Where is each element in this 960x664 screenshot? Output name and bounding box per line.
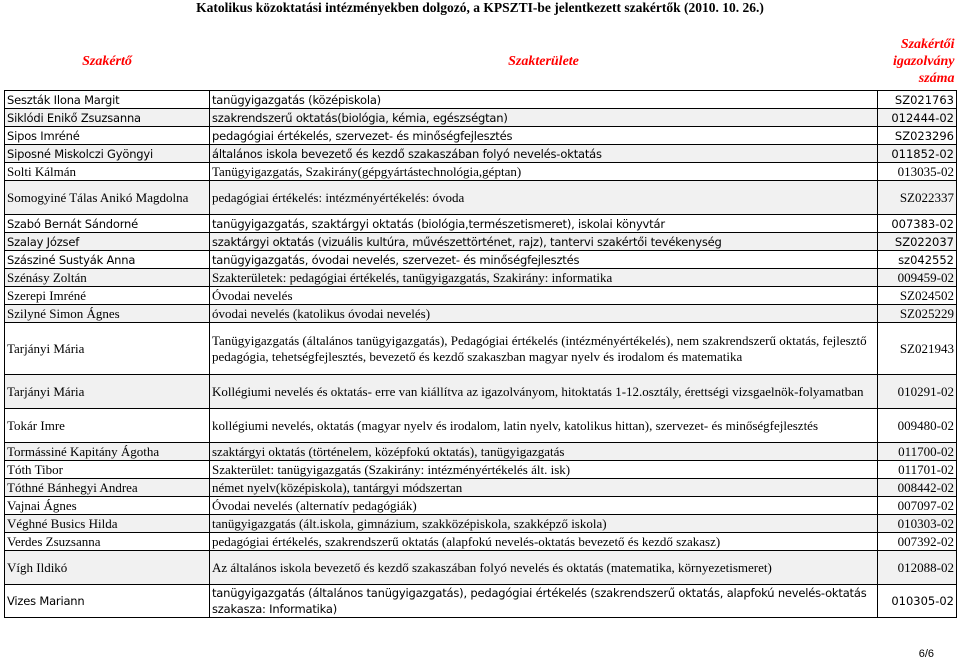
field-cell: szaktárgyi oktatás (történelem, középfokú oktatás), tanügyigazgatás	[210, 443, 878, 461]
table-row	[5, 127, 957, 145]
experts-table	[4, 32, 957, 618]
expert-name-cell: Siklódi Enikő Zsuzsanna	[5, 109, 210, 127]
field-cell: Tanügyigazgatás (általános tanügyigazgatás), Pedagógiai értékelés (intézményértékelés), nem szakrendszerű oktatás, fejlesztő pedagógia, tehetségfejlesztés, bevezető és kezdő szakaszban magyar nyelv és irodalom és matematika	[210, 323, 878, 375]
field-cell: pedagógiai értékelés, szakrendszerű oktatás (alapfokú nevelés-oktatás bevezető és kezdő szakasz)	[210, 533, 878, 551]
card-number-cell: 010291-02	[878, 375, 957, 409]
field-cell: általános iskola bevezető és kezdő szakaszában folyó nevelés-oktatás	[210, 145, 878, 163]
field-cell: Szakterület: tanügyigazgatás (Szakirány: intézményértékelés ált. isk)	[210, 461, 878, 479]
card-number-cell: SZ025229	[878, 305, 957, 323]
expert-name-cell: Szásziné Sustyák Anna	[5, 251, 210, 269]
table-row	[5, 145, 957, 163]
table-row	[5, 443, 957, 461]
table-row	[5, 409, 957, 443]
card-number-cell: 007392-02	[878, 533, 957, 551]
card-number-cell: 011701-02	[878, 461, 957, 479]
field-cell: tanügyigazgatás, óvodai nevelés, szervezet- és minőségfejlesztés	[210, 251, 878, 269]
expert-name-cell: Szerepi Imréné	[5, 287, 210, 305]
card-number-cell: 009480-02	[878, 409, 957, 443]
card-number-cell: SZ022037	[878, 233, 957, 251]
expert-name-cell: Vajnai Ágnes	[5, 497, 210, 515]
expert-name-cell: Sipos Imréné	[5, 127, 210, 145]
field-cell: Óvodai nevelés (alternatív pedagógiák)	[210, 497, 878, 515]
field-cell: tanügyigazgatás, szaktárgyi oktatás (biológia,természetismeret), iskolai könyvtár	[210, 215, 878, 233]
table-row	[5, 287, 957, 305]
card-number-cell: SZ022337	[878, 181, 957, 215]
header-card-number: Szakértői igazolvány száma	[893, 36, 955, 86]
field-cell: Kollégiumi nevelés és oktatás- erre van kiállítva az igazolványom, hitoktatás 1-12.osztály, érettségi vizsgaelnök-folyamatban	[210, 375, 878, 409]
expert-name-cell: Siposné Miskolczi Gyöngyi	[5, 145, 210, 163]
expert-name-cell: Vizes Mariann	[5, 585, 210, 618]
expert-name-cell: Verdes Zsuzsanna	[5, 533, 210, 551]
table-header-row	[5, 32, 957, 91]
table-row	[5, 461, 957, 479]
field-cell: tanügyigazgatás (általános tanügyigazgatás), pedagógiai értékelés (szakrendszerű oktatás, alapfokú nevelés-oktatás szakasza: Informatika)	[210, 585, 878, 618]
expert-name-cell: Tarjányi Mária	[5, 323, 210, 375]
card-number-cell: 012088-02	[878, 551, 957, 585]
expert-name-cell: Véghné Busics Hilda	[5, 515, 210, 533]
card-number-cell: SZ023296	[878, 127, 957, 145]
table-row	[5, 323, 957, 375]
expert-name-cell: Tormássiné Kapitány Ágotha	[5, 443, 210, 461]
expert-name-cell: Szénásy Zoltán	[5, 269, 210, 287]
card-number-cell: SZ021763	[878, 91, 957, 109]
card-number-cell: SZ024502	[878, 287, 957, 305]
expert-name-cell: Seszták Ilona Margit	[5, 91, 210, 109]
card-number-cell: sz042552	[878, 251, 957, 269]
field-cell: tanügyigazgatás (középiskola)	[210, 91, 878, 109]
table-row	[5, 109, 957, 127]
card-number-cell: 011700-02	[878, 443, 957, 461]
table-row	[5, 533, 957, 551]
field-cell: szaktárgyi oktatás (vizuális kultúra, művészettörténet, rajz), tantervi szakértői tevékenység	[210, 233, 878, 251]
table-row	[5, 215, 957, 233]
table-row	[5, 585, 957, 618]
card-number-cell: 008442-02	[878, 479, 957, 497]
expert-name-cell: Szabó Bernát Sándorné	[5, 215, 210, 233]
table-row	[5, 305, 957, 323]
card-number-cell: 007097-02	[878, 497, 957, 515]
card-number-cell: 010305-02	[878, 585, 957, 618]
table-row	[5, 91, 957, 109]
table-row	[5, 233, 957, 251]
field-cell: pedagógiai értékelés, szervezet- és minőségfejlesztés	[210, 127, 878, 145]
table-row	[5, 497, 957, 515]
table-row	[5, 479, 957, 497]
card-number-cell: 013035-02	[878, 163, 957, 181]
expert-name-cell: Tarjányi Mária	[5, 375, 210, 409]
field-cell: Szakterületek: pedagógiai értékelés, tanügyigazgatás, Szakirány: informatika	[210, 269, 878, 287]
table-row	[5, 375, 957, 409]
card-number-cell: 012444-02	[878, 109, 957, 127]
expert-name-cell: Szalay József	[5, 233, 210, 251]
card-number-cell: 009459-02	[878, 269, 957, 287]
field-cell: tanügyigazgatás (ált.iskola, gimnázium, szakközépiskola, szakképző iskola)	[210, 515, 878, 533]
expert-name-cell: Solti Kálmán	[5, 163, 210, 181]
expert-name-cell: Vígh Ildikó	[5, 551, 210, 585]
expert-name-cell: Tóth Tibor	[5, 461, 210, 479]
table-row	[5, 181, 957, 215]
table-row	[5, 251, 957, 269]
document-title: Katolikus közoktatási intézményekben dolgozó, a KPSZTI-be jelentkezett szakértők (2010. 10. 26.)	[196, 0, 764, 15]
field-cell: Óvodai nevelés	[210, 287, 878, 305]
expert-name-cell: Szilyné Simon Ágnes	[5, 305, 210, 323]
field-cell: német nyelv(középiskola), tantárgyi módszertan	[210, 479, 878, 497]
header-expert: Szakértő	[82, 53, 132, 69]
field-cell: óvodai nevelés (katolikus óvodai nevelés)	[210, 305, 878, 323]
expert-name-cell: Tokár Imre	[5, 409, 210, 443]
table-row	[5, 269, 957, 287]
table-row	[5, 551, 957, 585]
field-cell: Tanügyigazgatás, Szakirány(gépgyártástechnológia,géptan)	[210, 163, 878, 181]
field-cell: kollégiumi nevelés, oktatás (magyar nyelv és irodalom, latin nyelv, katolikus hittan), szervezet- és minőségfejlesztés	[210, 409, 878, 443]
table-row	[5, 515, 957, 533]
field-cell: Az általános iskola bevezető és kezdő szakaszában folyó nevelés és oktatás (matematika, környezetismeret)	[210, 551, 878, 585]
expert-name-cell: Somogyiné Tálas Anikó Magdolna	[5, 181, 210, 215]
field-cell: szakrendszerű oktatás(biológia, kémia, egészségtan)	[210, 109, 878, 127]
card-number-cell: 011852-02	[878, 145, 957, 163]
table-row	[5, 163, 957, 181]
expert-name-cell: Tóthné Bánhegyi Andrea	[5, 479, 210, 497]
card-number-cell: 010303-02	[878, 515, 957, 533]
header-field: Szakterülete	[508, 53, 579, 69]
page-number: 6/6	[918, 648, 934, 660]
card-number-cell: SZ021943	[878, 323, 957, 375]
card-number-cell: 007383-02	[878, 215, 957, 233]
field-cell: pedagógiai értékelés: intézményértékelés: óvoda	[210, 181, 878, 215]
